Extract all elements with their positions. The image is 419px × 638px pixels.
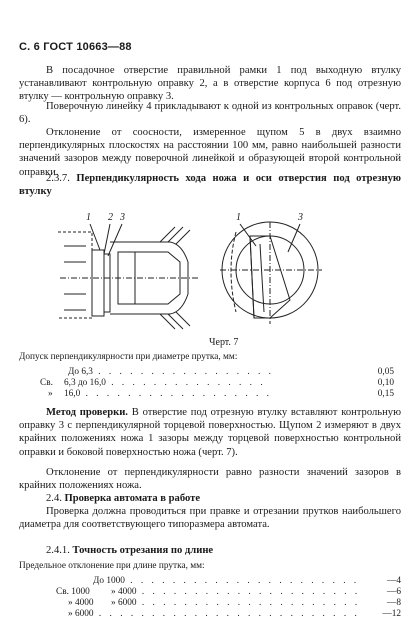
tolerance-2-row: » 6000 . . . . . . . . . . . . . . . . . . . . . . . . . bbox=[68, 609, 360, 619]
figure-label-2: 2 bbox=[108, 212, 113, 223]
tolerance-2-row: До 1000 . . . . . . . . . . . . . . . . . . . . . . bbox=[93, 576, 360, 586]
tolerance-2-value: —6 bbox=[387, 587, 401, 597]
figure-label-1: 1 bbox=[86, 212, 91, 223]
section-2-4-1-heading: 2.4.1. Точность отрезания по длине bbox=[46, 545, 214, 556]
tolerance-1-value: 0,05 bbox=[377, 367, 394, 377]
figure-label-1b: 1 bbox=[236, 212, 241, 223]
tolerance-1-row: » 16,0 . . . . . . . . . . . . . . . . . . bbox=[48, 389, 272, 399]
method-paragraph: Метод проверки. В отверстие под отрезную втулку вставляют контрольную оправку 3 с перпендикулярной торцевой поверхностью. Щупом 2 измеряют в двух крайних положениях ножа 1 зазоры между торцевой поверхностью контрольной оправки и боковой поверхностью ножа (черт. 7). bbox=[19, 407, 401, 458]
figure-label-3b: 3 bbox=[298, 212, 303, 223]
page-header: С. 6 ГОСТ 10663—88 bbox=[19, 41, 132, 53]
tolerance-1-row: До 6,3 . . . . . . . . . . . . . . . . . bbox=[68, 367, 274, 377]
tolerance-2-title: Предельное отклонение при длине прутка, мм: bbox=[19, 561, 205, 571]
paragraph-1: В посадочное отверстие правильной рамки 1 под выходную втулку устанавливают контрольную оправку 2, а в отверстие корпуса 6 под отрезную втулку — контрольную оправку 3. bbox=[19, 65, 401, 103]
section-2-4-text: Проверка должна проводиться при правке и отрезании прутков наибольшего диаметра для соответствующего типоразмера автомата. bbox=[19, 506, 401, 531]
tolerance-2-row: » 4000 » 6000 . . . . . . . . . . . . . . . . . . . . . bbox=[68, 598, 361, 608]
tolerance-2-value: —8 bbox=[387, 598, 401, 608]
section-2-3-7-heading: 2.3.7. Перпендикулярность хода ножа и оси отверстия под отрезную втулку bbox=[19, 173, 402, 198]
figure-caption: Черт. 7 bbox=[209, 337, 239, 348]
tolerance-2-row: Св. 1000 » 4000 . . . . . . . . . . . . . . . . . . . . . bbox=[56, 587, 361, 597]
paragraph-3: Отклонение от соосности, измеренное щупом 5 в двух взаимно перпендикулярных плоскостях на расстоянии 100 мм, равно наибольшей разности значений зазоров между поверочной линейкой и образующей второй контрольной оправки. bbox=[19, 127, 401, 178]
tolerance-1-row: Св. 6,3 до 16,0 . . . . . . . . . . . . . . . bbox=[40, 378, 266, 388]
tolerance-2-value: —12 bbox=[382, 609, 401, 619]
tolerance-2-value: —4 bbox=[387, 576, 401, 586]
figure-label-3: 3 bbox=[120, 212, 125, 223]
tolerance-1-value: 0,10 bbox=[377, 378, 394, 388]
method-result: Отклонение от перпендикулярности равно разности значений зазоров в крайних положениях ножа. bbox=[19, 467, 401, 492]
tolerance-1-title: Допуск перпендикулярности при диаметре прутка, мм: bbox=[19, 352, 238, 362]
section-2-4-heading: 2.4. Проверка автомата в работе bbox=[46, 493, 201, 504]
paragraph-2: Поверочную линейку 4 прикладывают к одной из контрольных оправок (черт. 6). bbox=[19, 101, 401, 126]
tolerance-1-value: 0,15 bbox=[377, 389, 394, 399]
